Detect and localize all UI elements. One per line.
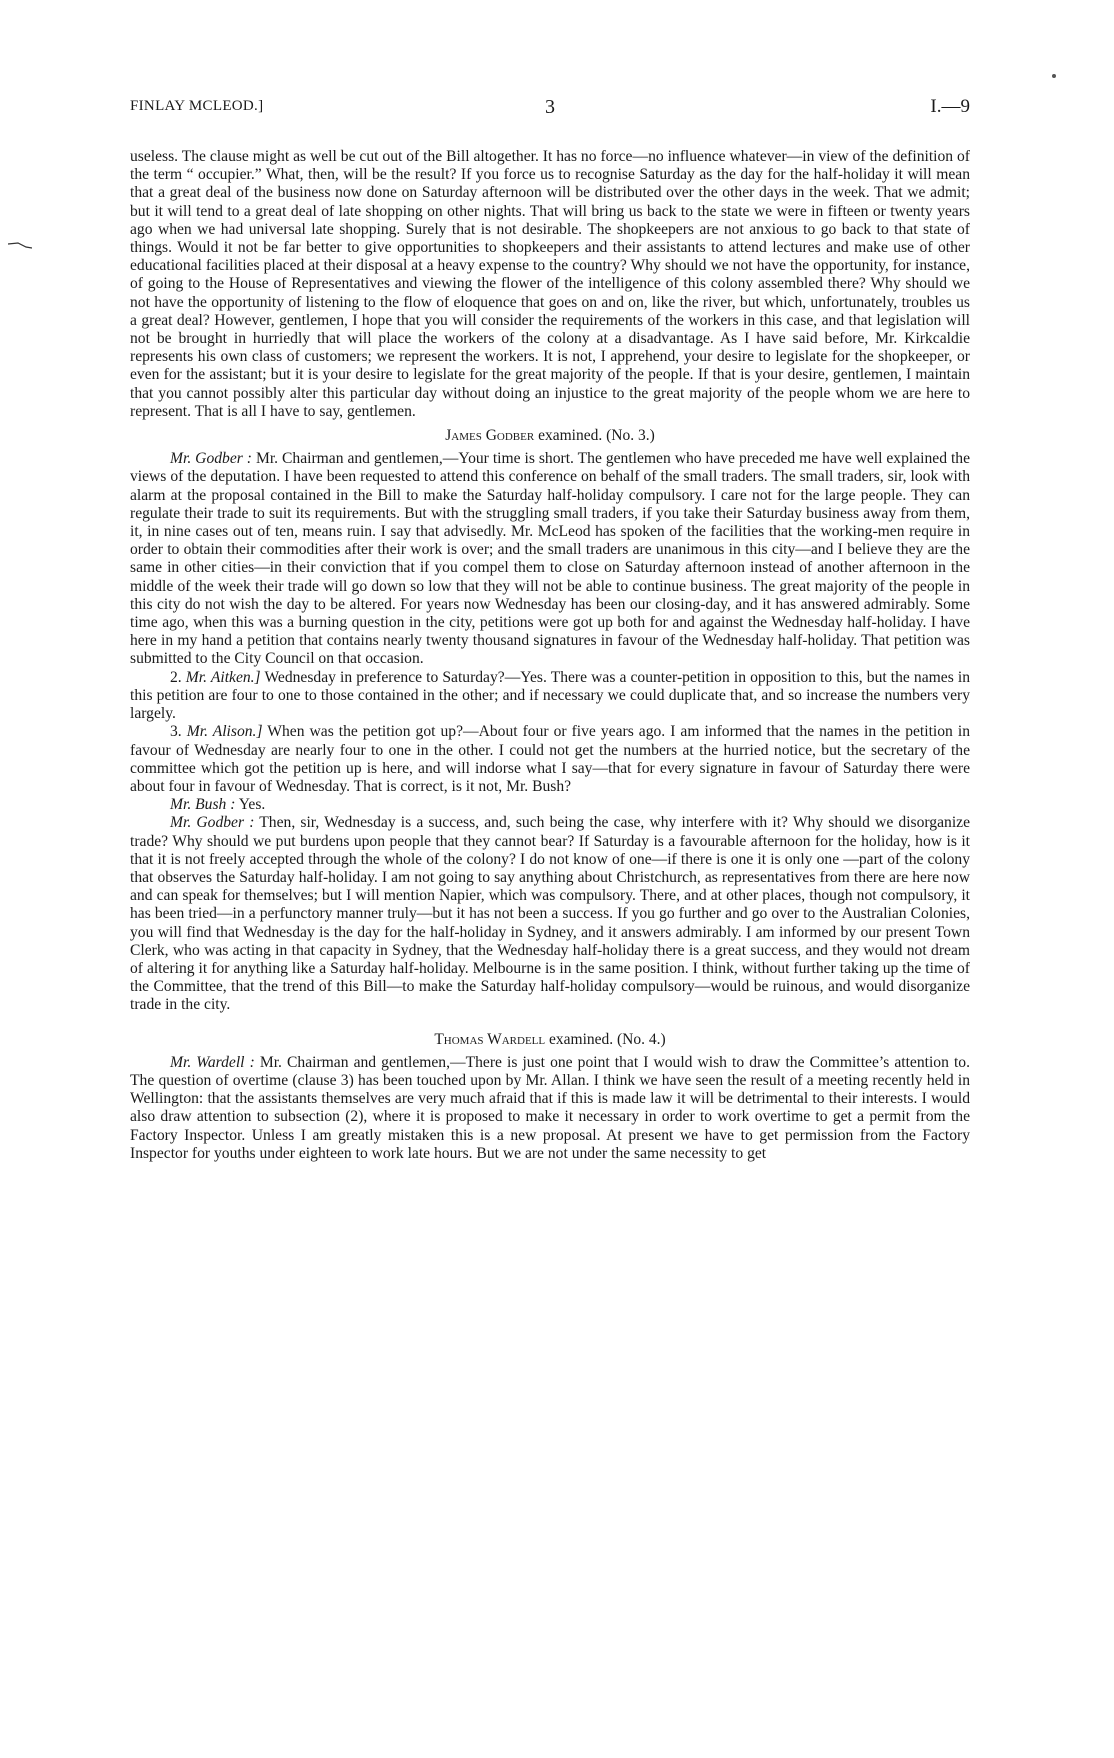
reply-text: Yes. (238, 796, 266, 814)
question-text: Wednesday in preference to Saturday?—Yes. There was a counter-petition in opposition to this, but the names in this petition are four to one to those contained in the other; and if necessary we could duplicate that, and so increase the numbers very largely. (130, 668, 970, 723)
question-2 (130, 669, 970, 724)
paper-reference: I.—9 (930, 96, 970, 117)
page-number: 3 (545, 96, 555, 118)
speaker-label: Mr. Bush : (170, 796, 236, 814)
godber-statement-2 (130, 814, 970, 1014)
speaker-label: Mr. Wardell : (170, 1053, 255, 1071)
section-heading-wardell (130, 1031, 970, 1049)
witness-name: James Godber (445, 427, 535, 445)
speaker-label: Mr. Godber : (170, 814, 255, 832)
section-heading-godber (130, 427, 970, 445)
witness-number: (No. 4.) (617, 1030, 666, 1048)
examined-label: examined. (549, 1030, 614, 1048)
wardell-statement (130, 1054, 970, 1163)
page-header (130, 96, 970, 122)
godber-statement (130, 450, 970, 668)
witness-name: Thomas Wardell (434, 1030, 546, 1048)
examined-label: examined. (538, 427, 603, 445)
stray-mark (1052, 74, 1056, 78)
bush-reply (130, 796, 970, 814)
question-text: When was the petition got up?—About four or five years ago. I am informed that the names in the petition in favour of Wednesday are nearly four to one in the other. I could not get the numbers at the hurried notice, but the secretary of the committee which got the petition up is here, and will indorse what I say—that for every signature in favour of Saturday there were about four in favour of Wednesday. That is correct, is it not, Mr. Bush? (130, 723, 971, 795)
witness-number: (No. 3.) (606, 427, 655, 445)
question-number: 2. (170, 668, 182, 686)
question-number: 3. (170, 723, 182, 741)
document-body (130, 148, 970, 1163)
statement-text: Mr. Chairman and gentlemen,—There is just one point that I would wish to draw the Committee’s attention to. The question of overtime (clause 3) has been touched upon by Mr. Allan. I think we have seen the result of a meeting recently held in Wellington: that the assistants themselves are very much afraid that if this is made law it will be detrimental to their interests. I would also draw attention to subsection (2), where it is proposed to make it necessary in order to work overtime to get a permit from the Factory Inspector. Unless I am greatly mistaken this is a new proposal. At present we have to get permission from the Factory Inspector for youths under eighteen to work late hours. But we are not under the same necessity to get (130, 1053, 970, 1162)
continued-paragraph: useless. The clause might as well be cut out of the Bill altogether. It has no force—no influence whatever—in view of the definition of the term “ occupier.” What, then, will be the result? If you force us to recognise Saturday as the day for the half-holiday it will mean that a great deal of the business now done on Saturday afternoon will be distributed over the other days in the week. That we admit; but it will tend to a great deal of late shopping on other nights. That will bring us back to the state we were in fifteen or twenty years ago when we had universal late shopping. Surely that is not desirable. The shopkeepers are not anxious to go back to that state of things. Would it not be far better to give opportunities to shopkeepers and their assistants to attend lectures and make use of other educational facilities placed at their disposal at a heavy expense to the country? Why should we not have the opportunity, for instance, of going to the House of Representatives and viewing the flower of the intelligence of this colony assembled there? Why should we not have the opportunity of listening to the flow of eloquence that goes on and on, like the river, but which, unfortunately, troubles us a great deal? However, gentlemen, I hope that you will consider the requirements of the workers in this case, and that legislation will not be brought in hurriedly that will place the workers of the colony at a disadvantage. As I have said before, Mr. Kirkcaldie represents his own class of customers; we represent the workers. It is not, I apprehend, your desire to legislate for the shopkeeper, or even for the assistant; but it is your desire to legislate for the great majority of the people. If that is your desire, gentlemen, I maintain that you cannot possibly alter this particular day without doing an injustice to the great majority of the people whom we are here to represent. That is all I have to say, gentlemen. (130, 148, 970, 420)
questioner-label: Mr. Aitken.] (185, 668, 261, 686)
statement-text: Mr. Chairman and gentlemen,—Your time is short. The gentlemen who have preceded me have well explained the views of the deputation. I have been requested to attend this conference on behalf of the small traders. The small traders, sir, look with alarm at the proposal contained in the Bill to make the Saturday half-holiday compulsory. I care not for the large people. They can regulate their trade to suit its requirements. But with the struggling small traders, if you take their Saturday business away from them, it, in nine cases out of ten, means ruin. I say that advisedly. Mr. McLeod has spoken of the facilities that the working-men require in order to obtain their commodities after their work is over; and the small traders are unanimous in this city—and I believe they are the same in other cities—in their conviction that if you compel them to close on Saturday afternoon instead of another afternoon in the middle of the week their trade will go down so low that they will not be able to continue business. The great majority of the people in this city do not wish the day to be altered. For years now Wednesday has been our closing-day, and it has answered admirably. Some time ago, when this was a burning question in the city, petitions were got up both for and against the Wednesday half-holiday. I have here in my hand a petition that contains nearly twenty thousand signatures in favour of the Wednesday half-holiday. That petition was submitted to the City Council on that occasion. (130, 450, 971, 668)
question-3 (130, 723, 970, 796)
speaker-label: Mr. Godber : (170, 450, 252, 468)
margin-mark (8, 240, 32, 252)
statement-text: Then, sir, Wednesday is a success, and, such being the case, why interfere with it? Why should we disorganize trade? Why should we put burdens upon people that they cannot bear? If Saturday is a favourable afternoon for the holiday, how is it that it is not freely accepted through the whole of the colony? I do not know of one—if there is one it is only one —part of the colony that observes the Saturday half-holiday. I am not going to say anything about Christchurch, as representatives from there are here now and can speak for themselves; but I will mention Napier, which was compulsory. There, and at other places, though not compulsory, it has been tried—in a perfunctory manner truly—but it has not been a success. If you go further and go over to the Australian Colonies, you will find that Wednesday is the day for the half-holiday in Sydney, and it answers admirably. I am informed by our present Town Clerk, who was acting in that capacity in Sydney, that the Wednesday half-holiday there is a great success, and they would not dream of altering it for anything like a Saturday half-holiday. Melbourne is in the same position. I think, without further taking up the time of the Committee, that the trend of this Bill—to make the Saturday half-holiday compulsory—would be ruinous, and would disorganize trade in the city. (130, 814, 970, 1014)
questioner-label: Mr. Alison.] (186, 723, 263, 741)
header-running-title: FINLAY MCLEOD.] (130, 98, 264, 114)
